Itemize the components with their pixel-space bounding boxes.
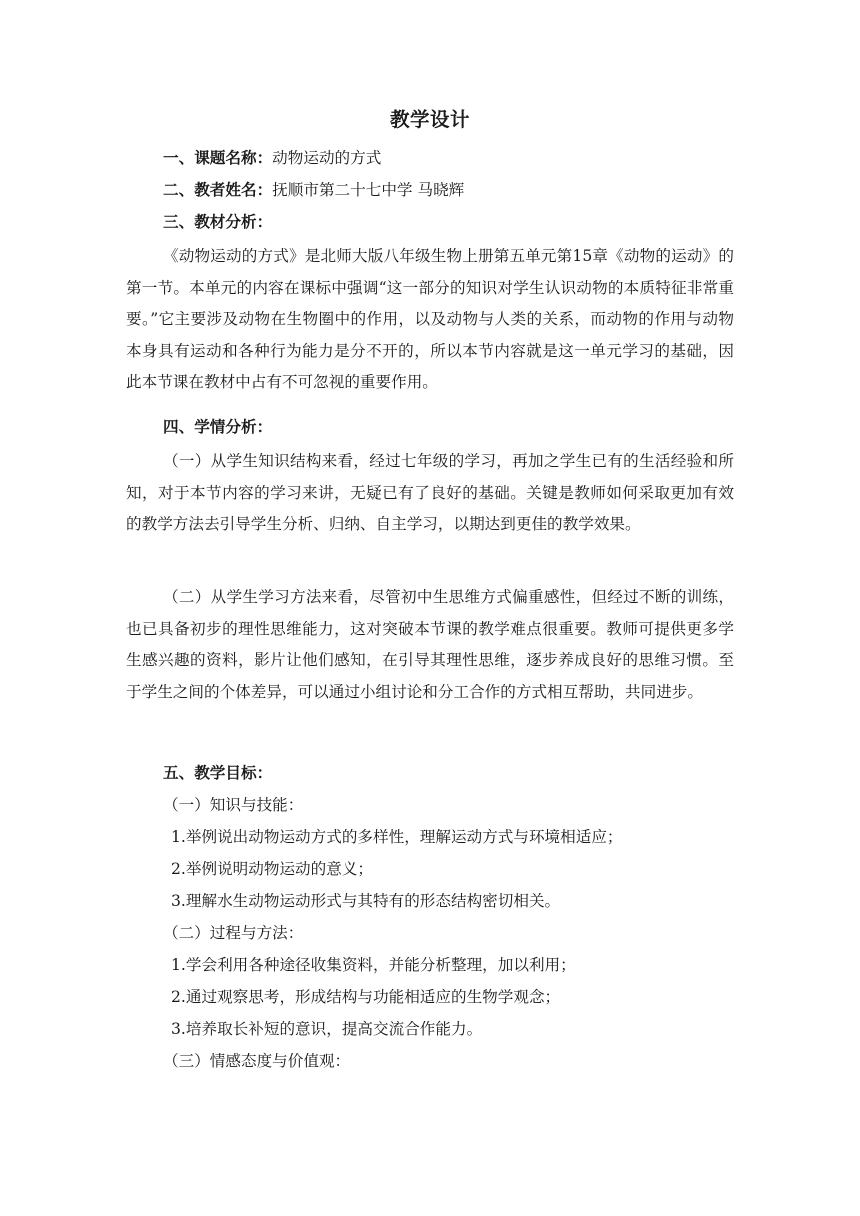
goals-sub2-item: 3.培养取长补短的意识，提高交流合作能力。 [171,1020,483,1038]
section-students-paragraph-2: （二）从学生学习方法来看，尽管初中生思维方式偏重感性，但经过不断的训练，也已具备初步的理性思维能力，这对突破本节课的教学难点很重要。教师可提供更多学生感兴趣的资料，影片让他们感知，在引导其理性思维，逐步养成良好的思维习惯。至于学生之间的个体差异，可以通过小组讨论和分工合作的方式相互帮助，共同进步。 [126,588,734,701]
section-material-heading: 三、教材分析： [163,213,273,231]
goals-sub1-title: （一）知识与技能： [163,796,304,814]
section-teacher-value: 抚顺市第二十七中学 马晓辉 [272,181,465,199]
section-goals-heading: 五、教学目标： [163,764,273,782]
goals-sub1-item: 2.举例说明动物运动的意义； [171,860,374,878]
goals-sub2-title: （二）过程与方法： [163,924,304,942]
section-topic [126,146,771,170]
section-teacher [126,178,771,202]
goals-sub2-item: 2.通过观察思考，形成结构与功能相适应的生物学观念； [171,988,561,1006]
section-topic-value: 动物运动的方式 [272,149,382,167]
section-students-paragraph-1: （一）从学生知识结构来看，经过七年级的学习，再加之学生已有的生活经验和所知，对于本节内容的学习来讲，无疑已有了良好的基础。关键是教师如何采取更加有效的教学方法去引导学生分析、归纳、自主学习，以期达到更佳的教学效果。 [126,452,734,533]
section-students-heading: 四、学情分析： [163,418,273,436]
goals-sub3-title: （三）情感态度与价值观： [163,1052,351,1070]
goals-sub2-item: 1.学会利用各种途径收集资料，并能分析整理，加以利用； [171,956,576,974]
section-teacher-heading: 二、教者姓名： [163,181,273,199]
document-title: 教学设计 [389,108,470,131]
goals-sub1-item: 1.举例说出动物运动方式的多样性，理解运动方式与环境相适应； [171,828,623,846]
section-material-paragraph: 《动物运动的方式》是北师大版八年级生物上册第五单元第15章《动物的运动》的第一节。本单元的内容在课标中强调“这一部分的知识对学生认识动物的本质特征非常重要。”它主要涉及动物在生物圈中的作用，以及动物与人类的关系，而动物的作用与动物本身具有运动和各种行为能力是分不开的，所以本节内容就是这一单元学习的基础，因此本节课在教材中占有不可忽视的重要作用。 [126,247,734,391]
goals-sub1-item: 3.理解水生动物运动形式与其特有的形态结构密切相关。 [171,892,561,910]
section-topic-heading: 一、课题名称： [163,149,273,167]
